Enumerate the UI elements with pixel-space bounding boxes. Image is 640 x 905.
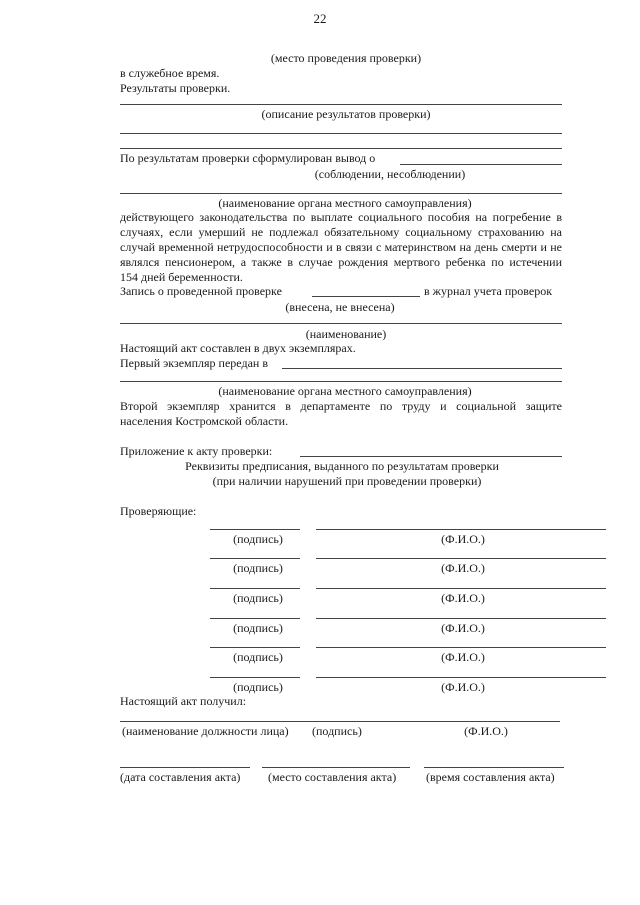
fio-line (316, 618, 606, 619)
record-suffix: в журнал учета проверок (424, 284, 553, 298)
recipient-signature-caption: (подпись) (312, 724, 362, 738)
signature-line (210, 677, 300, 678)
time-line (424, 767, 564, 768)
legislation-line-2: случаях, если умерший не подлежал обязательному социальному страхованию на (120, 225, 562, 239)
results-caption: (описание результатов проверки) (261, 107, 431, 121)
date-line (120, 767, 250, 768)
conclusion-blank (400, 164, 562, 165)
fio-line (316, 529, 606, 530)
legislation-line-1: действующего законодательства по выплате социального пособия на погребение в (120, 210, 562, 224)
organ-line (120, 193, 562, 194)
results-line-1 (120, 104, 562, 105)
signature-line (210, 588, 300, 589)
fio-line (316, 677, 606, 678)
two-copies: Настоящий акт составлен в двух экземплярах. (120, 341, 356, 355)
first-copy: Первый экземпляр передан в (120, 356, 268, 370)
time-caption: (время составления акта) (426, 770, 555, 784)
record-blank (312, 296, 420, 297)
fio-caption: (Ф.И.О.) (441, 680, 485, 694)
signature-line (210, 647, 300, 648)
prescription-caption: (при наличии нарушений при проведении проверки) (212, 474, 482, 488)
appendix-label: Приложение к акту проверки: (120, 444, 273, 458)
fio-line (316, 647, 606, 648)
place-line (262, 767, 410, 768)
signature-caption: (подпись) (233, 591, 283, 605)
name-line (120, 323, 562, 324)
fio-caption: (Ф.И.О.) (441, 532, 485, 546)
second-copy-line-1: Второй экземпляр хранится в департаменте по труду и социальной защите (120, 399, 562, 413)
signature-caption: (подпись) (233, 621, 283, 635)
legislation-line-3: случай временной нетрудоспособности и в связи с материнством на день смерти и не (120, 240, 562, 254)
signature-caption: (подпись) (233, 680, 283, 694)
conclusion-prefix: По результатам проверки сформулирован вывод о (120, 151, 376, 165)
signature-line (210, 529, 300, 530)
organ-caption-2: (наименование органа местного самоуправления) (218, 384, 472, 398)
organ-line-2 (120, 381, 562, 382)
organ-caption: (наименование органа местного самоуправления) (218, 196, 472, 210)
results-line-3 (120, 148, 562, 149)
legislation-line-4: являлся пенсионером, а также в случае рождения мертвого ребенка по истечении (120, 255, 562, 269)
fio-caption: (Ф.И.О.) (441, 561, 485, 575)
signature-line (210, 618, 300, 619)
fio-line (316, 558, 606, 559)
page-number: 22 (313, 11, 327, 26)
place-caption-final: (место составления акта) (268, 770, 397, 784)
fio-caption: (Ф.И.О.) (441, 650, 485, 664)
fio-caption: (Ф.И.О.) (441, 591, 485, 605)
record-prefix: Запись о проведенной проверке (120, 284, 282, 298)
inspectors-label: Проверяющие: (120, 504, 197, 518)
name-caption: (наименование) (305, 327, 387, 341)
place-caption: (место проведения проверки) (270, 51, 422, 65)
record-caption: (внесена, не внесена) (285, 300, 395, 314)
recipient-fio-caption: (Ф.И.О.) (464, 724, 508, 738)
prescription-title: Реквизиты предписания, выданного по результатам проверки (185, 459, 499, 473)
signature-caption: (подпись) (233, 532, 283, 546)
date-caption: (дата составления акта) (120, 770, 241, 784)
results-label: Результаты проверки. (120, 81, 231, 95)
signature-caption: (подпись) (233, 561, 283, 575)
signature-caption: (подпись) (233, 650, 283, 664)
signature-line (210, 558, 300, 559)
fio-caption: (Ф.И.О.) (441, 621, 485, 635)
results-line-2 (120, 133, 562, 134)
appendix-blank (300, 456, 562, 457)
conclusion-caption: (соблюдении, несоблюдении) (314, 167, 466, 181)
fio-line (316, 588, 606, 589)
legislation-line-5: 154 дней беременности. (120, 270, 243, 284)
second-copy-line-2: населения Костромской области. (120, 414, 289, 428)
recipient-line (120, 721, 560, 722)
first-copy-blank (282, 368, 562, 369)
received-label: Настоящий акт получил: (120, 694, 247, 708)
position-caption: (наименование должности лица) (122, 724, 289, 738)
work-time: в служебное время. (120, 66, 220, 80)
